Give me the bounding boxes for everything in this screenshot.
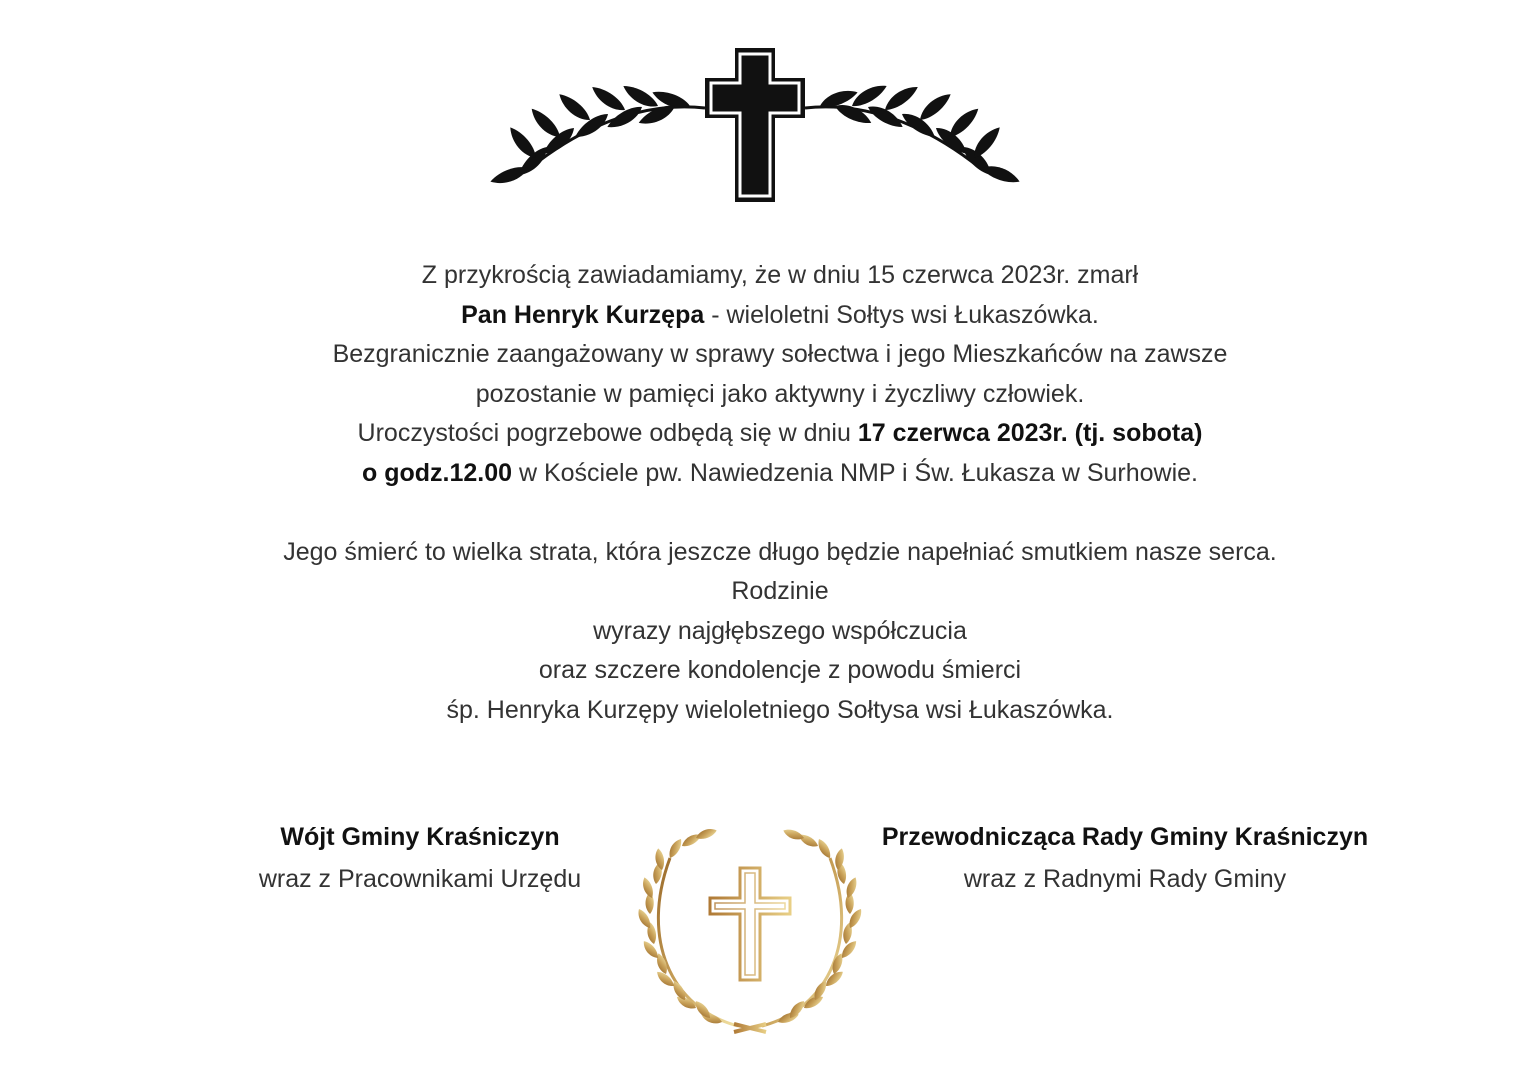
- notice-line-3: Bezgranicznie zaangażowany w sprawy sołectwa i jego Mieszkańców na zawsze: [332, 340, 1228, 368]
- deceased-name: Pan Henryk Kurzępa: [461, 300, 705, 329]
- notice-line-7: Jego śmierć to wielka strata, która jeszcze długo będzie napełniać smutkiem nasze serca.: [283, 537, 1277, 566]
- notice-line-9: wyrazy najgłębszego współczucia: [593, 616, 967, 645]
- notice-line-5: Uroczystości pogrzebowe odbędą się w dniu 17 czerwca 2023r. (tj. sobota): [357, 419, 1203, 447]
- notice-line-10: oraz szczere kondolencje z powodu śmierci: [538, 656, 1022, 684]
- notice-line-4: pozostanie w pamięci jako aktywny i życzliwy człowiek.: [475, 379, 1085, 408]
- notice-line-8: Rodzinie: [731, 577, 829, 605]
- signature-left-sub: wraz z Pracownikami Urzędu: [258, 865, 582, 893]
- notice-line-11: śp. Henryka Kurzępy wieloletniego Sołtysa wsi Łukaszówka.: [446, 695, 1114, 724]
- paragraph-spacer: [160, 493, 1400, 533]
- notice-line-1: Z przykrością zawiadamiamy, że w dniu 15 czerwca 2023r. zmarł: [421, 261, 1139, 289]
- signature-right: [820, 816, 1430, 900]
- funeral-date: 17 czerwca 2023r. (tj. sobota): [857, 419, 1203, 447]
- signature-left-title: Wójt Gminy Kraśniczyn: [280, 823, 560, 851]
- signature-left: [210, 816, 630, 900]
- cross-with-olive-branches-icon: [470, 40, 1040, 210]
- gold-laurel-wreath-cross-icon: [630, 828, 870, 1038]
- left-olive-branch: [489, 81, 705, 188]
- notice-line-2: Pan Henryk Kurzępa - wieloletni Sołtys wsi Łukaszówka.: [461, 300, 1099, 329]
- black-cross: [705, 48, 805, 202]
- funeral-time: o godz.12.00: [361, 458, 513, 487]
- signature-right-sub: wraz z Radnymi Rady Gminy: [963, 865, 1287, 893]
- obituary-notice: [160, 256, 1400, 730]
- right-olive-branch: [805, 80, 1022, 186]
- signature-right-title: Przewodnicząca Rady Gminy Kraśniczyn: [881, 823, 1369, 851]
- notice-line-6: o godz.12.00 w Kościele pw. Nawiedzenia NMP i Św. Łukasza w Surhowie.: [361, 458, 1198, 487]
